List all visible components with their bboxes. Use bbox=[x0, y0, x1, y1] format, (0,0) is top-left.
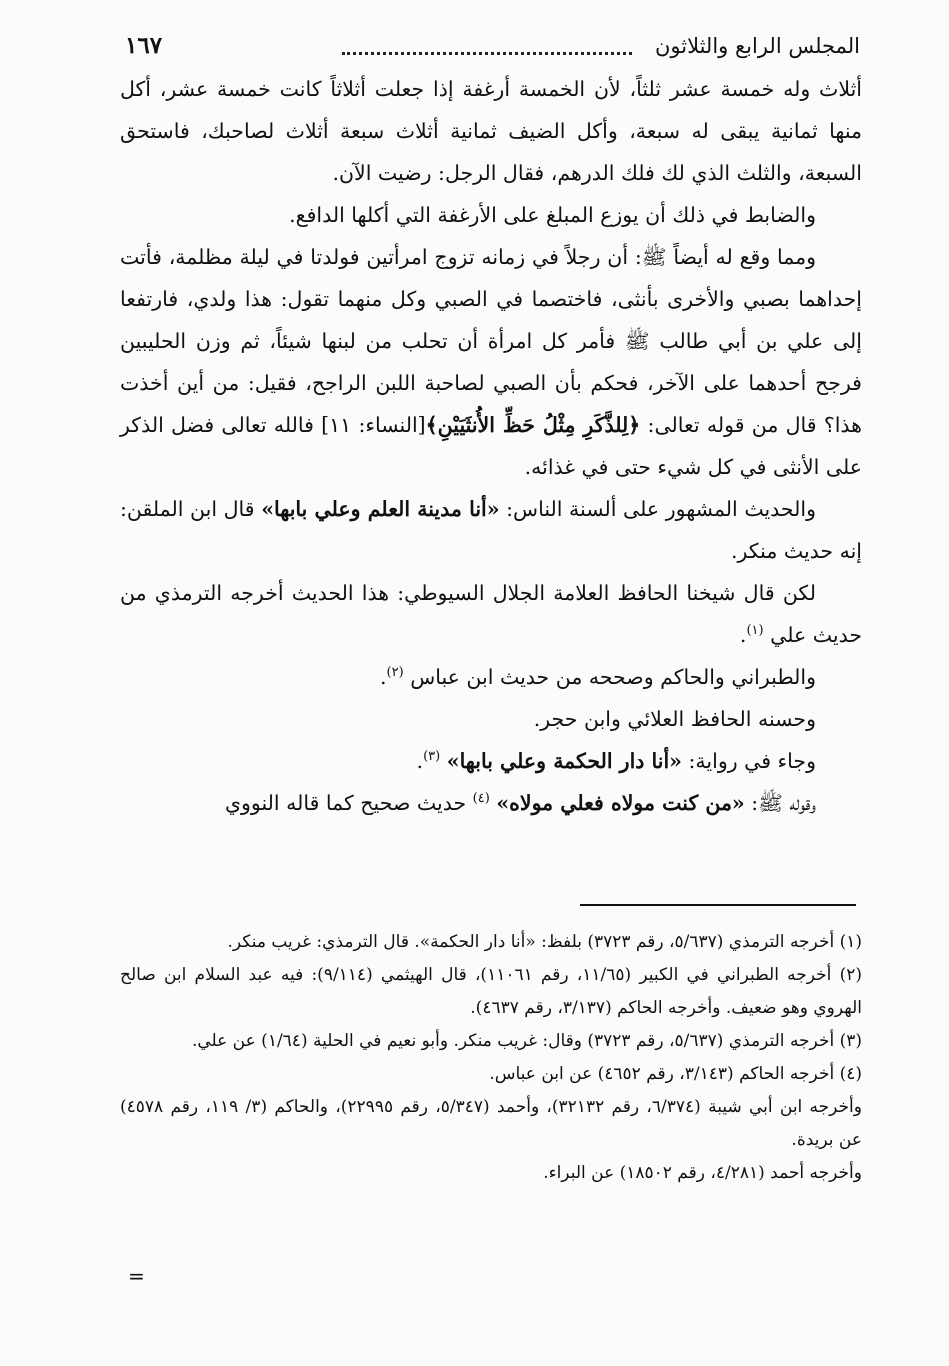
header-dotted-leader bbox=[342, 52, 632, 55]
paragraph bbox=[120, 488, 862, 572]
footnote: (٤) أخرجه الحاكم (٣/١٤٣، رقم ٤٦٥٢) عن ابن عباس. bbox=[489, 1064, 862, 1084]
paragraph bbox=[120, 782, 862, 824]
footnote: وأخرجه ابن أبي شيبة (٦/٣٧٤، رقم ٣٢١٣٢)، وأحمد (٥/٣٤٧، رقم ٢٢٩٩٥)، والحاكم (٣/ ١١٩، رقم ٤٥٧٨) عن بريدة. bbox=[120, 1097, 862, 1150]
footnote: (٣) أخرجه الترمذي (٥/٦٣٧، رقم ٣٧٢٣) وقال: غريب منكر. وأبو نعيم في الحلية (١/٦٤) عن علي. bbox=[191, 1031, 862, 1051]
footnote-ref: (٣) bbox=[423, 749, 441, 765]
paragraph-text: ومما وقع له أيضاً ﷺ: أن رجلاً في زمانه تزوج امرأتين فولدتا في ليلة مظلمة، فأتت إحداهما بصبي والأخرى بأنثى، فاختصما في الصبي وكل منهما تقول: هذا ولدي، فارتفعا إلى علي بن أبي طالب ﷺ فأمر كل امرأة أن تحلب من لبنها شيئاً، ثم وزن الحليبين فرجح أحدهما على الآخر، فحكم بأن الصبي لصاحبة اللبن الراجح، فقيل: من أين أخذت هذا؟ قال من قوله تعالى: bbox=[120, 245, 862, 437]
paragraph-text: وجاء في رواية: bbox=[682, 749, 816, 773]
quran-verse: ﴿لِلذَّكَرِ مِثْلُ حَظِّ الأُنثَيَيْنِ﴾ bbox=[425, 413, 641, 437]
paragraph: والطبراني والحاكم وصححه من حديث ابن عباس $^{(٢)}$. bbox=[380, 665, 816, 689]
paragraph-text: لكن قال شيخنا الحافظ العلامة الجلال السيوطي: هذا الحديث أخرجه الترمذي من حديث علي bbox=[120, 581, 862, 647]
hadith-quote: «أنا مدينة العلم وعلي بابها» bbox=[261, 497, 500, 521]
paragraph-text: حديث صحيح كما قاله النووي bbox=[224, 791, 473, 815]
footnote: (١) أخرجه الترمذي (٥/٦٣٧، رقم ٣٧٢٣) بلفظ: «أنا دار الحكمة». قال الترمذي: غريب منكر. bbox=[227, 932, 862, 952]
paragraph-text: والطبراني والحاكم وصححه من حديث ابن عباس bbox=[410, 665, 816, 689]
page-header bbox=[125, 30, 860, 70]
paragraph: أثلاث وله خمسة عشر ثلثاً، لأن الخمسة أرغفة إذا جعلت أثلاثاً كانت خمسة عشر، أكل منها ثمانية يبقى له سبعة، وأكل الضيف ثمانية أثلاث سبعة أثلاث لصاحبك، فاستحق السبعة، والثلث الذي لك فلك الدرهم، فقال الرجل: رضيت الآن. bbox=[120, 77, 862, 185]
footnote-ref: (٤) bbox=[472, 791, 490, 807]
paragraph: لكن قال شيخنا الحافظ العلامة الجلال السيوطي: هذا الحديث أخرجه الترمذي من حديث علي $^{(١)}$. bbox=[120, 581, 862, 647]
paragraph: والضابط في ذلك أن يوزع المبلغ على الأرغفة التي أكلها الدافع. bbox=[289, 203, 816, 227]
main-text bbox=[120, 68, 862, 824]
footnotes bbox=[120, 926, 862, 1190]
paragraph-text: وقوله ﷺ: bbox=[744, 791, 816, 815]
footnote: (٢) أخرجه الطبراني في الكبير (١١/٦٥، رقم ١١٠٦١)، قال الهيثمي (٩/١١٤): فيه عبد السلام ابن صالح الهروي وهو ضعيف. وأخرجه الحاكم (٣/١٣٧، رقم ٤٦٣٧). bbox=[120, 965, 862, 1018]
hadith-quote: «أنا دار الحكمة وعلي بابها» bbox=[446, 749, 682, 773]
paragraph-text: [النساء: ١١] فالله تعالى فضل الذكر على الأنثى في كل شيء حتى في غذائه. bbox=[120, 413, 862, 479]
hadith-quote: «من كنت مولاه فعلي مولاه» bbox=[496, 791, 745, 815]
paragraph-text: والحديث المشهور على ألسنة الناس: bbox=[499, 497, 816, 521]
footnote-ref: (١) bbox=[746, 623, 764, 639]
footnote-separator bbox=[580, 904, 856, 906]
running-title: المجلس الرابع والثلاثون bbox=[654, 34, 860, 58]
paragraph-text: قال ابن الملقن: إنه حديث منكر. bbox=[120, 497, 862, 563]
continuation-mark: = bbox=[128, 1264, 145, 1288]
footnote: وأخرجه أحمد (٤/٢٨١، رقم ١٨٥٠٢) عن البراء. bbox=[543, 1163, 862, 1183]
paragraph bbox=[120, 236, 862, 488]
paragraph: وحسنه الحافظ العلائي وابن حجر. bbox=[533, 707, 816, 731]
paragraph: وجاء في رواية: «أنا دار الحكمة وعلي بابها» $^{(٣)}$. bbox=[416, 749, 816, 773]
page-number: ١٦٧ bbox=[125, 32, 163, 59]
footnote-ref: (٢) bbox=[386, 665, 404, 681]
